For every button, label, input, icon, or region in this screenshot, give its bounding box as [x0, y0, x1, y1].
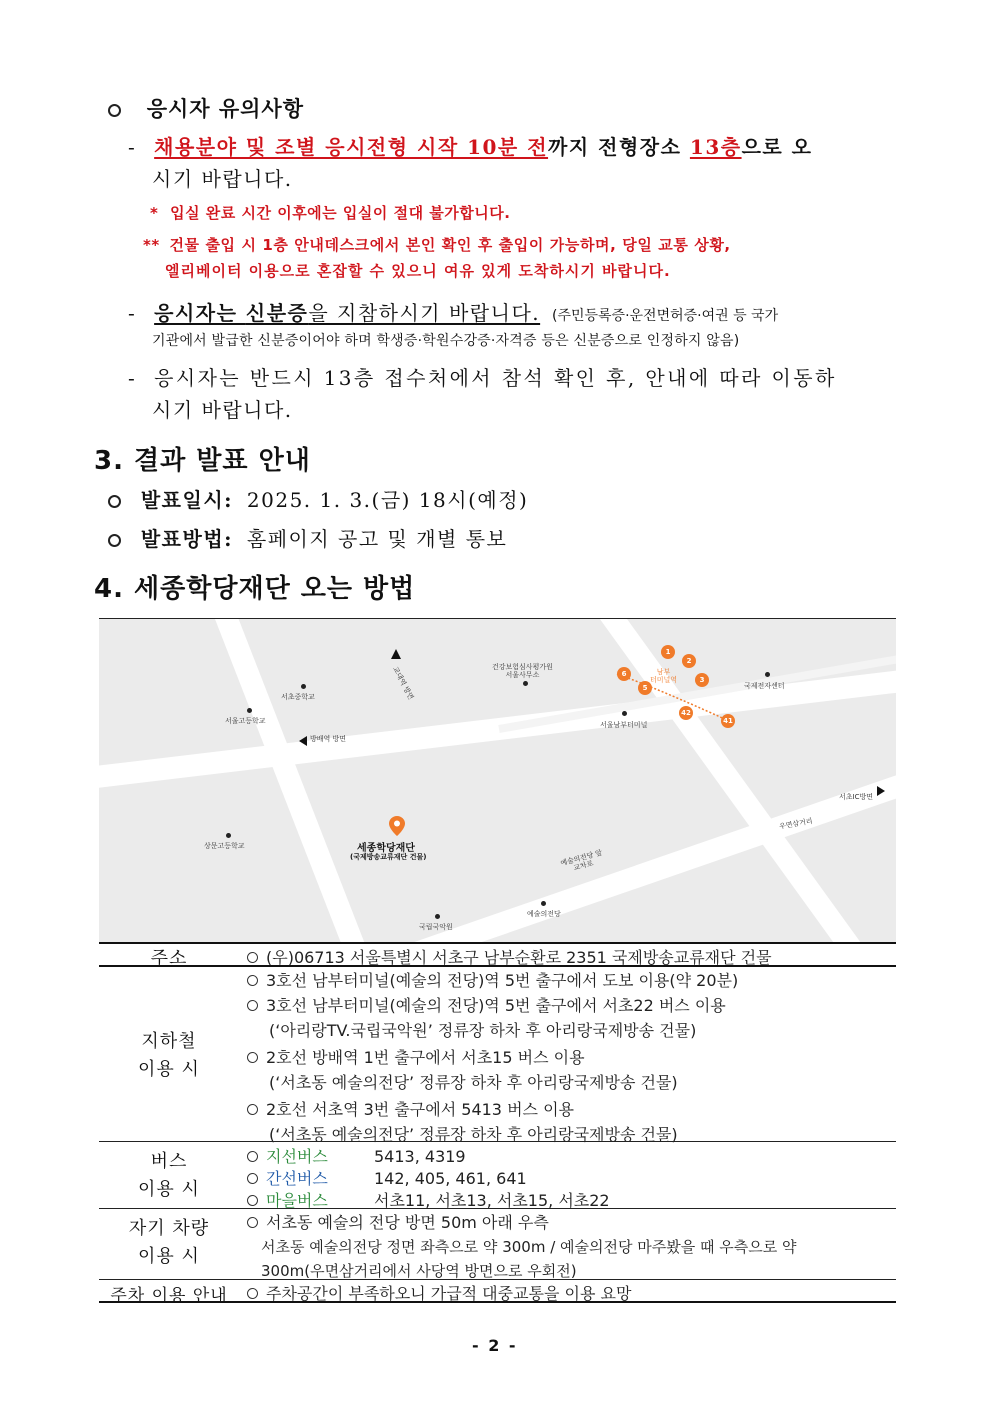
location-map — [99, 618, 896, 943]
bullet-circle-icon — [247, 1151, 258, 1162]
map-poi-dot — [301, 684, 306, 689]
note-2-line2: 엘리베이터 이용으로 혼잡할 수 있으니 여유 있게 도착하시기 바랍니다. — [165, 262, 671, 280]
map-pin-subtitle: (국제방송교류재단 건물) — [350, 853, 427, 861]
notice-item-1-line2: 시기 바랍니다. — [152, 167, 293, 191]
arrow-up-icon — [391, 649, 401, 659]
bus-option-trunk: 간선버스 142, 405, 461, 641 — [247, 1166, 527, 1189]
notice-item-1: - 채용분야 및 조별 응시전형 시작 10분 전까지 전형장소 13층으로 오 — [128, 135, 813, 159]
map-poi-dot — [247, 708, 252, 713]
bullet-circle-icon — [247, 1195, 258, 1206]
subway-label: 지하철 이용 시 — [138, 1031, 200, 1080]
bus-label: 버스 이용 시 — [138, 1151, 200, 1200]
section-3-title: 3. 결과 발표 안내 — [94, 446, 311, 476]
bus-option-village: 마을버스 서초11, 서초13, 서초15, 서초22 — [247, 1188, 610, 1211]
bullet-circle-icon — [108, 104, 121, 117]
exam-time-highlight: 채용분야 및 조별 응시전형 시작 10분 전 — [154, 135, 549, 159]
location-pin-icon — [389, 816, 405, 836]
map-poi-dot — [523, 681, 528, 686]
exit-badge-3: 3 — [695, 673, 709, 687]
bullet-circle-icon — [247, 1052, 258, 1063]
subway-option: 3호선 남부터미널(예술의 전당)역 5번 출구에서 서초22 버스 이용 — [247, 993, 726, 1016]
car-direction: 서초동 예술의 전당 방면 50m 아래 우측 — [247, 1210, 549, 1233]
note-2: ** 건물 출입 시 1층 안내데스크에서 본인 확인 후 출입이 가능하며, 당일 교통 상황, — [143, 236, 731, 254]
bullet-circle-icon — [247, 1288, 258, 1299]
map-label-seoul-high: 서울고등학교 — [225, 717, 266, 725]
notice-item-2: - 응시자는 신분증을 지참하시기 바랍니다. (주민등록증·운전면허증·여권 등 국가 — [128, 301, 779, 325]
map-pin-title: 세종학당재단 — [357, 843, 415, 854]
map-label-health-insurance: 건강보험심사평가원 서울사무소 — [492, 663, 553, 679]
parking-value: 주차공간이 부족하오니 가급적 대중교통을 이용 요망 — [247, 1281, 631, 1304]
exit-badge-2: 2 — [682, 654, 696, 668]
note-1: * 입실 완료 시간 이후에는 입실이 절대 불가합니다. — [150, 204, 511, 222]
exit-badge-5: 5 — [638, 681, 652, 695]
notice-item-3-line2: 시기 바랍니다. — [152, 398, 293, 422]
result-method-line: 발표방법: 홈페이지 공고 및 개별 통보 — [108, 523, 507, 552]
subway-option-note: (‘아리랑TV.국립국악원’ 정류장 하차 후 아리랑국제방송 건물) — [269, 1021, 697, 1040]
map-label-gyodae: 교대역 방면 — [391, 665, 416, 702]
car-label: 자기 차량 이용 시 — [128, 1218, 210, 1267]
map-poi-dot — [435, 914, 440, 919]
exit-badge-42: 42 — [679, 706, 693, 720]
subway-option: 2호선 방배역 1번 출구에서 서초15 버스 이용 — [247, 1045, 585, 1068]
subway-option-note: (‘서초동 예술의전당’ 정류장 하차 후 아리랑국제방송 건물) — [269, 1073, 678, 1092]
map-label-nambu-station: 남부 터미널역 — [650, 668, 678, 684]
map-poi-dot — [226, 833, 231, 838]
bullet-circle-icon — [247, 1000, 258, 1011]
map-label-umyeon: 우면삼거리 — [778, 817, 814, 831]
notice-heading-line — [108, 93, 304, 123]
address-label: 주소 — [150, 948, 188, 969]
floor-highlight: 13층 — [689, 135, 742, 159]
car-direction-detail-2: 300m(우면삼거리에서 사당역 방면으로 우회전) — [261, 1262, 577, 1280]
exit-badge-6: 6 — [617, 667, 631, 681]
bullet-circle-icon — [108, 534, 121, 547]
page-number: - 2 - — [472, 1336, 518, 1355]
subway-option-note: (‘서초동 예술의전당’ 정류장 하차 후 아리랑국제방송 건물) — [269, 1125, 678, 1144]
notice-heading: 응시자 유의사항 — [146, 96, 304, 121]
map-label-arts-crossing: 예술의전당 앞 교차로 — [559, 848, 604, 873]
subway-option: 2호선 서초역 3번 출구에서 5413 버스 이용 — [247, 1097, 574, 1120]
map-label-sangmun-high: 상문고등학교 — [204, 842, 245, 850]
map-label-bangbae: 방배역 방면 — [310, 735, 347, 743]
notice-item-3: - 응시자는 반드시 13층 접수처에서 참석 확인 후, 안내에 따라 이동하 — [128, 366, 837, 390]
bullet-circle-icon — [247, 1173, 258, 1184]
id-card-highlight: 신분증 — [245, 301, 309, 325]
map-label-intl-electronics: 국제전자센터 — [744, 682, 785, 690]
exit-badge-41: 41 — [721, 714, 735, 728]
map-poi-dot — [622, 711, 627, 716]
bus-option-branch: 지선버스 5413, 4319 — [247, 1144, 466, 1167]
map-poi-dot — [541, 901, 546, 906]
car-direction-detail: 서초동 예술의전당 정면 좌측으로 약 300m / 예술의전당 마주봤을 때 우측으로 약 — [261, 1238, 797, 1256]
notice-item-2-line2: 기관에서 발급한 신분증이어야 하며 학생증·학원수강증·자격증 등은 신분증으로 인정하지 않음) — [152, 333, 740, 349]
bullet-circle-icon — [108, 495, 121, 508]
exit-badge-1: 1 — [661, 645, 675, 659]
map-label-nambu-terminal: 서울남부터미널 — [600, 721, 648, 729]
bullet-circle-icon — [247, 952, 258, 963]
address-value: (우)06713 서울특별시 서초구 남부순환로 2351 국제방송교류재단 건물 — [247, 945, 772, 968]
directions-table — [99, 942, 896, 1306]
map-poi-dot — [765, 672, 770, 677]
result-date-line: 발표일시: 2025. 1. 3.(금) 18시(예정) — [108, 484, 528, 513]
map-label-seocho-middle: 서초중학교 — [281, 693, 315, 701]
section-4-title: 4. 세종학당재단 오는 방법 — [94, 574, 416, 604]
map-label-arts-center: 예술의전당 — [527, 910, 561, 918]
map-label-seocho-ic: 서초IC방면 — [839, 793, 874, 801]
bullet-circle-icon — [247, 1217, 258, 1228]
parking-label: 주차 이용 안내 — [110, 1286, 228, 1306]
bullet-circle-icon — [247, 975, 258, 986]
bullet-circle-icon — [247, 1104, 258, 1115]
subway-option: 3호선 남부터미널(예술의 전당)역 5번 출구에서 도보 이용(약 20분) — [247, 968, 738, 991]
map-label-gugak: 국립국악원 — [419, 923, 453, 931]
